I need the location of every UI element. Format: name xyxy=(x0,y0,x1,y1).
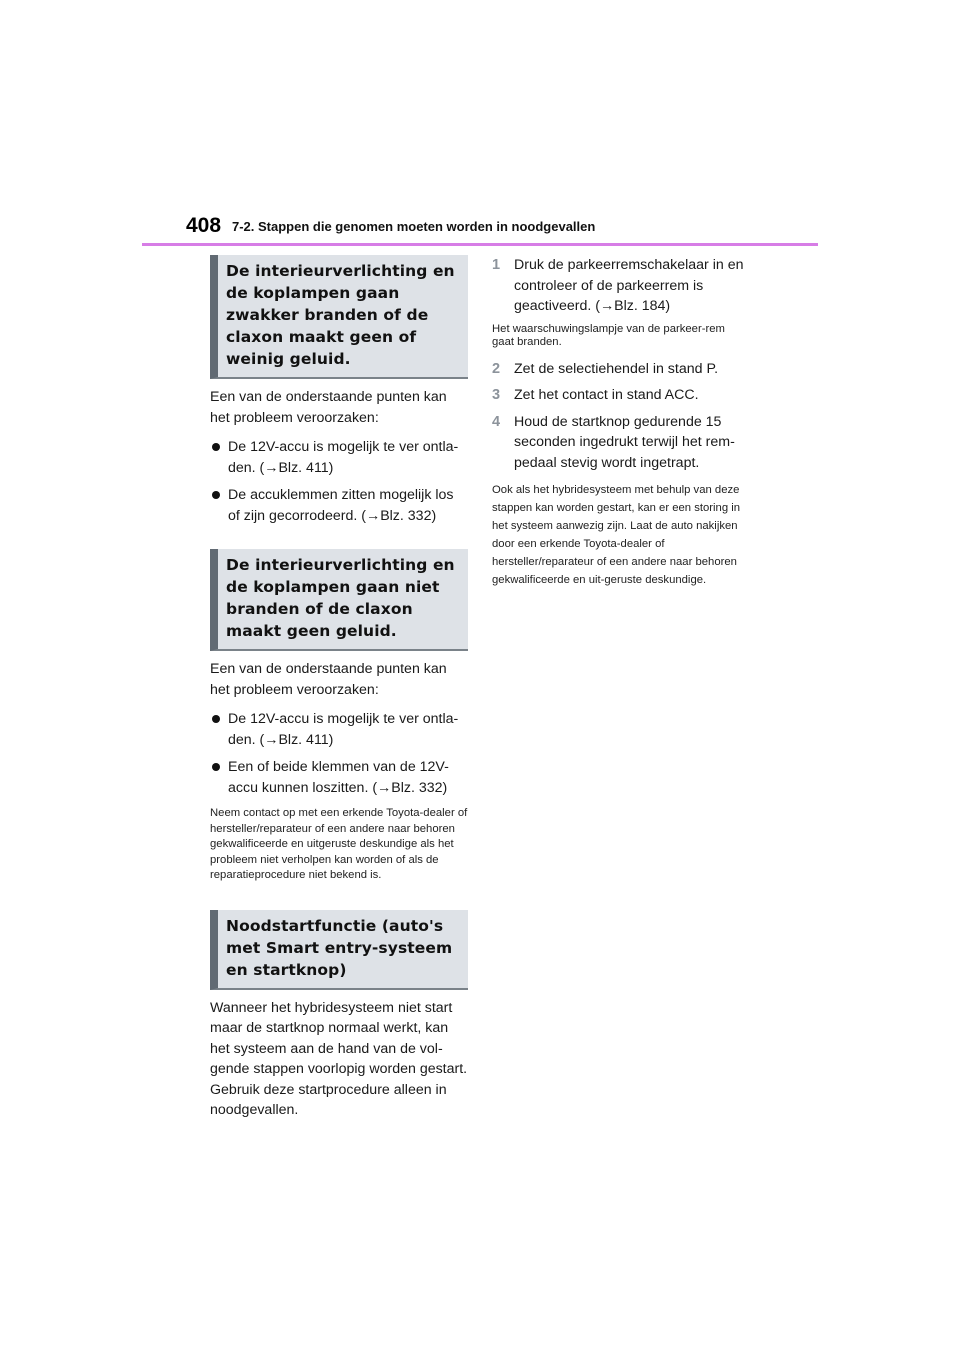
list-item: Een of beide klemmen van de 12V-accu kunnen loszitten. (→Blz. 332) xyxy=(210,757,468,798)
list-item: De accuklemmen zitten mogelijk los of zijn gecorrodeerd. (→Blz. 332) xyxy=(210,485,468,526)
list-item: De 12V-accu is mogelijk te ver ontla-den. (→Blz. 411) xyxy=(210,437,468,478)
step1-note: Het waarschuwingslampje van de parkeer-rem gaat branden. xyxy=(492,322,725,348)
step-2: 2 Zet de selectiehendel in stand P. xyxy=(492,359,748,380)
step-number: 2 xyxy=(492,360,501,377)
section3-body: Wanneer het hybridesysteem niet start maar de startknop normaal werkt, kan het systeem aan de hand van de vol-gende stappen voorlopig worden gestart. xyxy=(210,999,468,1078)
section3-body-emergency: Gebruik deze startprocedure alleen in noodgevallen. xyxy=(210,1081,447,1119)
section2-bullets xyxy=(210,709,468,798)
section1-intro: Een van de onderstaande punten kan het probleem veroorzaken: xyxy=(210,389,447,426)
right-column xyxy=(492,255,748,589)
section-heading-no-lights: De interieurverlichting en de koplampen gaan niet branden of de claxon maakt geen geluid. xyxy=(210,549,468,651)
final-note: Ook als het hybridesysteem met behulp van deze stappen kan worden gestart, kan er een storing in het systeem aanwezig zijn. Laat de auto nakijken door een erkende Toyota-dealer of hersteller/reparateur of een andere naar behoren gekwalificeerde en uit-geruste deskundige. xyxy=(492,484,741,586)
step-number: 1 xyxy=(492,257,501,273)
section-heading-dim-lights: De interieurverlichting en de koplampen gaan zwakker branden of de claxon maakt geen of weinig geluid. xyxy=(210,255,468,379)
bullet-icon xyxy=(212,763,220,771)
header-rule xyxy=(142,243,818,246)
step-4: 4 Houd de startknop gedurende 15 seconden ingedrukt terwijl het rem-pedaal stevig wordt ingetrapt. xyxy=(492,413,735,471)
list-item: De 12V-accu is mogelijk te ver ontla-den. (→Blz. 411) xyxy=(210,709,468,750)
chapter-title: 7-2. Stappen die genomen moeten worden in noodgevallen xyxy=(232,219,596,234)
bullet-icon xyxy=(212,715,220,723)
step-1: 1 Druk de parkeerremschakelaar in en controleer of de parkeerrem is geactiveerd. (→Blz. 184) xyxy=(492,257,744,314)
section2-intro: Een van de onderstaande punten kan het probleem veroorzaken: xyxy=(210,661,447,698)
step-number: 4 xyxy=(492,413,501,430)
step-3: 3 Zet het contact in stand ACC. xyxy=(492,385,748,406)
section1-bullets xyxy=(210,437,468,526)
left-column xyxy=(210,255,468,1121)
section2-note: Neem contact op met een erkende Toyota-dealer of hersteller/reparateur of een andere naar behoren gekwalificeerde en uitgeruste deskundige als het probleem niet verholpen kan worden of als de reparatieprocedure niet bekend is. xyxy=(210,807,468,882)
section-heading-emergency-start: Noodstartfunctie (auto's met Smart entry-systeem en startknop) xyxy=(210,910,468,990)
bullet-icon xyxy=(212,443,220,451)
bullet-icon xyxy=(212,491,220,499)
step-number: 3 xyxy=(492,387,501,403)
page-number: 408 xyxy=(186,214,222,237)
